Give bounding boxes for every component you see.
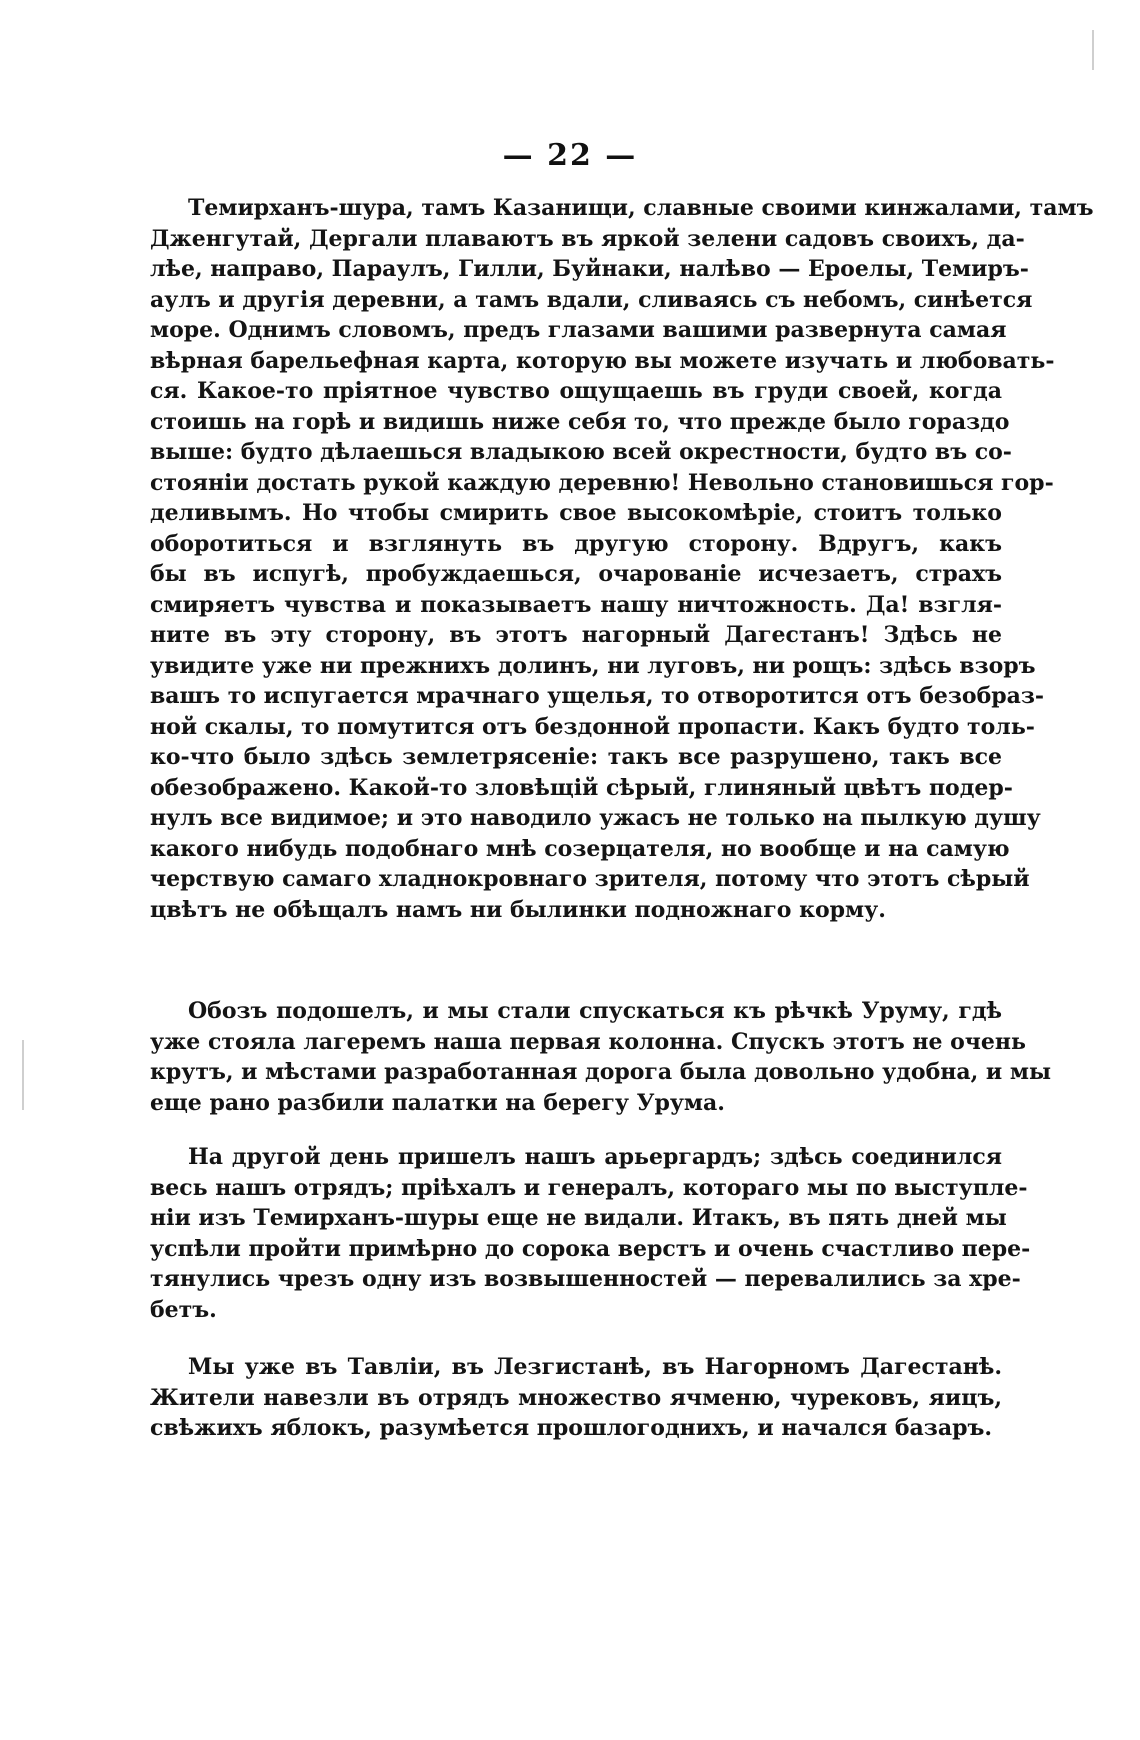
paragraph-3 <box>150 1142 1031 1325</box>
text-line: стоишь на горѣ и видишь ниже себя то, что прежде было гораздо <box>150 408 1010 435</box>
text-line: бы въ испугѣ, пробуждаешься, очарованіе исчезаетъ, страхъ <box>150 561 1002 587</box>
paragraph-2 <box>150 996 1052 1118</box>
text-line: ните въ эту сторону, въ этотъ нагорный Дагестанъ! Здѣсь не <box>150 622 1002 648</box>
text-line: На другой день пришелъ нашъ арьергардъ; здѣсь соединился <box>188 1144 1002 1170</box>
page-number: — 22 — <box>502 138 638 173</box>
text-line: обезображено. Какой-то зловѣщій сѣрый, глиняный цвѣтъ подер- <box>150 774 1013 801</box>
text-line: ся. Какое-то пріятное чувство ощущаешь въ груди своей, когда <box>150 378 1002 404</box>
text-line: ной скалы, то помутится отъ бездонной пропасти. Какъ будто толь- <box>150 713 1035 740</box>
text-line: Темирханъ-шура, тамъ Казанищи, славные своими кинжалами, тамъ <box>188 195 1094 221</box>
text-line: тянулись чрезъ одну изъ возвышенностей — перевалились за хре- <box>150 1266 1021 1292</box>
text-line: еще рано разбили палатки на берегу Урума. <box>150 1089 725 1116</box>
text-line: ніи изъ Темирханъ-шуры еще не видали. Итакъ, въ пять дней мы <box>150 1205 1007 1231</box>
text-line: крутъ, и мѣстами разработанная дорога была довольно удобна, и мы <box>150 1059 1052 1085</box>
scan-speck <box>22 1040 24 1110</box>
paragraph-4 <box>150 1352 1002 1444</box>
text-line: нулъ все видимое; и это наводило ужасъ не только на пылкую душу <box>150 805 1041 831</box>
text-line: оборотиться и взглянуть въ другую сторону. Вдругъ, какъ <box>150 530 1002 557</box>
text-line: успѣли пройти примѣрно до сорока верстъ и очень счастливо пере- <box>150 1235 1031 1262</box>
text-line: увидите уже ни прежнихъ долинъ, ни луговъ, ни рощъ: здѣсь взоръ <box>150 652 1036 679</box>
text-line: лѣе, направо, Параулъ, Гилли, Буйнаки, налѣво — Ероелы, Темиръ- <box>150 256 1029 282</box>
scan-speck <box>1092 30 1094 70</box>
text-line: уже стояла лагеремъ наша первая колонна. Спускъ этотъ не очень <box>150 1028 1026 1055</box>
text-line: вѣрная барельефная карта, которую вы можете изучать и любовать- <box>150 347 1055 374</box>
text-line: Дженгутай, Дергали плаваютъ въ яркой зелени садовъ своихъ, да- <box>150 225 1025 252</box>
text-line: выше: будто дѣлаешься владыкою всей окрестности, будто въ со- <box>150 439 1012 465</box>
paragraph-1 <box>150 193 1094 925</box>
text-line: весь нашъ отрядъ; пріѣхалъ и генералъ, котораго мы по выступле- <box>150 1174 1028 1201</box>
text-line: стояніи достать рукой каждую деревню! Невольно становишься гор- <box>150 469 1054 496</box>
text-line: цвѣтъ не обѣщалъ намъ ни былинки подножнаго корму. <box>150 896 886 923</box>
text-line: деливымъ. Но чтобы смирить свое высокомѣріе, стоитъ только <box>150 500 1002 526</box>
text-line: Мы уже въ Тавліи, въ Лезгистанѣ, въ Нагорномъ Дагестанѣ. <box>188 1354 1002 1380</box>
text-line: вашъ то испугается мрачнаго ущелья, то отворотится отъ безобраз- <box>150 683 1045 709</box>
text-line: ко-что было здѣсь землетрясеніе: такъ все разрушено, такъ все <box>150 744 1002 770</box>
text-line: Обозъ подошелъ, и мы стали спускаться къ рѣчкѣ Уруму, гдѣ <box>188 998 1002 1024</box>
text-line: бетъ. <box>150 1296 217 1323</box>
text-line: черствую самаго хладнокровнаго зрителя, потому что этотъ сѣрый <box>150 866 1030 892</box>
text-line: смиряетъ чувства и показываетъ нашу ничтожность. Да! взгля- <box>150 591 1002 618</box>
text-line: Жители навезли въ отрядъ множество ячменю, чурековъ, яицъ, <box>150 1384 1002 1411</box>
text-line: море. Однимъ словомъ, предъ глазами вашими развернута самая <box>150 317 1007 343</box>
text-line: свѣжихъ яблокъ, разумѣется прошлогоднихъ, и начался базаръ. <box>150 1415 992 1441</box>
text-line: какого нибудь подобнаго мнѣ созерцателя, но вообще и на самую <box>150 835 1010 862</box>
text-line: аулъ и другія деревни, а тамъ вдали, сливаясь съ небомъ, синѣется <box>150 286 1033 313</box>
